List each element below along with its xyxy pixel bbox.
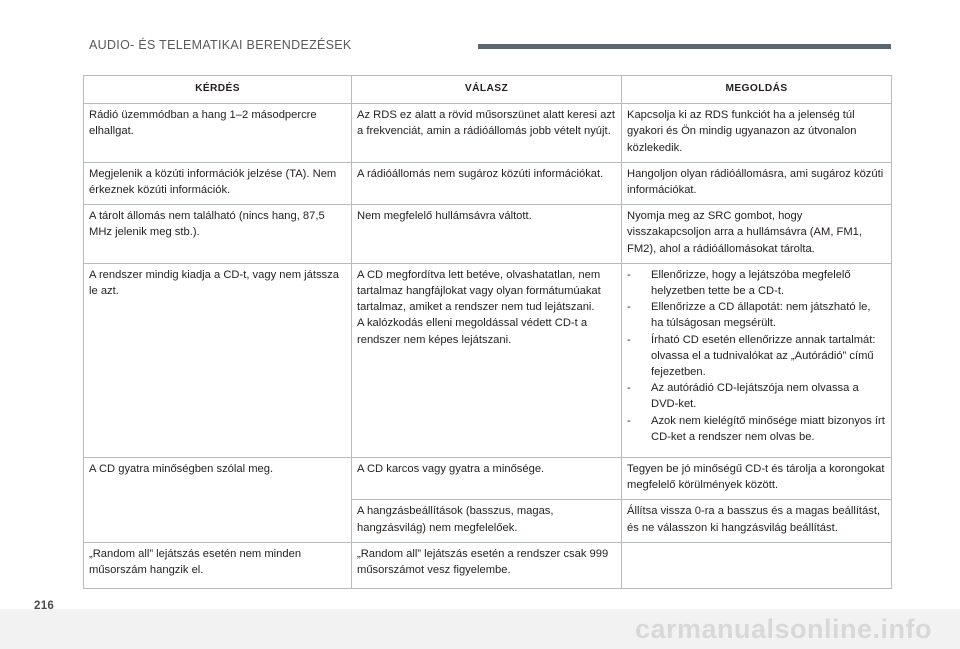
solution-cell: Állítsa vissza 0-ra a basszus és a magas beállítást, és ne válasszon ki hangzásvilág beállítást. — [622, 500, 892, 542]
answer-cell — [352, 263, 622, 457]
table-row — [84, 162, 892, 204]
table-row — [84, 542, 892, 588]
question-cell: Megjelenik a közúti információk jelzése (TA). Nem érkeznek közúti információk. — [84, 162, 352, 204]
table-row — [84, 205, 892, 264]
question-cell: A CD gyatra minőségben szólal meg. — [84, 458, 352, 543]
answer-cell: „Random all” lejátszás esetén a rendszer csak 999 műsorszámot vesz figyelembe. — [352, 542, 622, 588]
solution-list-item: - Írható CD esetén ellenőrizze annak tartalmát: olvassa el a tudnivalókat az „Autórádió” című fejezetben. — [627, 333, 876, 379]
solution-cell: Nyomja meg az SRC gombot, hogy visszakapcsoljon arra a hullámsávra (AM, FM1, FM2), ahol a rádióállomásokat tárolta. — [622, 205, 892, 264]
solution-cell — [622, 542, 892, 588]
solution-item-text: Írható CD esetén ellenőrizze annak tartalmát: olvassa el a tudnivalókat az „Autórádió” című fejezetben. — [651, 333, 876, 379]
answer-cell: A hangzásbeállítások (basszus, magas, hangzásvilág) nem megfelelőek. — [352, 500, 622, 542]
column-header-solution: MEGOLDÁS — [622, 76, 892, 104]
column-header-answer: VÁLASZ — [352, 76, 622, 104]
table-row — [84, 104, 892, 163]
question-cell: Rádió üzemmódban a hang 1–2 másodpercre elhallgat. — [84, 104, 352, 163]
header-bar — [478, 44, 891, 49]
column-header-question: KÉRDÉS — [84, 76, 352, 104]
solution-cell: Kapcsolja ki az RDS funkciót ha a jelenség túl gyakori és Ön mindig ugyanazon az útvonalon közlekedik. — [622, 104, 892, 163]
solution-item-text: Ellenőrizze a CD állapotát: nem játszható le, ha túlságosan megsérült. — [651, 301, 871, 330]
troubleshooting-table — [83, 75, 892, 589]
solution-cell — [622, 263, 892, 457]
question-cell: „Random all” lejátszás esetén nem minden műsorszám hangzik el. — [84, 542, 352, 588]
answer-cell: Nem megfelelő hullámsávra váltott. — [352, 205, 622, 264]
table-header-row — [84, 76, 892, 104]
solution-list-item: - Ellenőrizze, hogy a lejátszóba megfelelő helyzetben tette be a CD-t. — [627, 268, 851, 298]
answer-cell: A CD karcos vagy gyatra a minősége. — [352, 458, 622, 500]
solution-list-item: - Azok nem kielégítő minősége miatt bizonyos írt CD-ket a rendszer nem olvas be. — [627, 414, 885, 443]
answer-cell: Az RDS ez alatt a rövid műsorszünet alatt keresi azt a frekvenciát, amin a rádióállomás jobb vételt nyújt. — [352, 104, 622, 163]
table-row — [84, 263, 892, 457]
solution-item-text: Az autórádió CD-lejátszója nem olvassa a DVD-ket. — [651, 382, 859, 411]
solution-list-item: - Ellenőrizze a CD állapotát: nem játszható le, ha túlságosan megsérült. — [627, 301, 871, 330]
solution-cell: Tegyen be jó minőségű CD-t és tárolja a korongokat megfelelő körülmények között. — [622, 458, 892, 500]
solution-item-text: Ellenőrizze, hogy a lejátszóba megfelelő helyzetben tette be a CD-t. — [651, 268, 851, 298]
answer-paragraph: A kalózkodás elleni megoldással védett CD-t a rendszer nem képes lejátszani. — [357, 317, 588, 346]
solution-list-item: - Az autórádió CD-lejátszója nem olvassa a DVD-ket. — [627, 382, 859, 411]
question-cell: A rendszer mindig kiadja a CD-t, vagy nem játssza le azt. — [84, 263, 352, 457]
solution-cell: Hangoljon olyan rádióállomásra, ami sugároz közúti információkat. — [622, 162, 892, 204]
page-number: 216 — [34, 600, 55, 612]
watermark: carmanualsonline.info — [634, 614, 932, 644]
table-row — [84, 458, 892, 500]
answer-paragraph: A CD megfordítva lett betéve, olvashatatlan, nem tartalmaz hangfájlokat vagy olyan formátumúakat tartalmaz, amiket a rendszer nem tud lejátszani. — [357, 268, 601, 314]
question-cell: A tárolt állomás nem található (nincs hang, 87,5 MHz jelenik meg stb.). — [84, 205, 352, 264]
solution-list — [627, 267, 886, 445]
solution-item-text: Azok nem kielégítő minősége miatt bizonyos írt CD-ket a rendszer nem olvas be. — [651, 414, 885, 443]
page-header-title: AUDIO- ÉS TELEMATIKAI BERENDEZÉSEK — [89, 38, 352, 52]
answer-cell: A rádióállomás nem sugároz közúti információkat. — [352, 162, 622, 204]
